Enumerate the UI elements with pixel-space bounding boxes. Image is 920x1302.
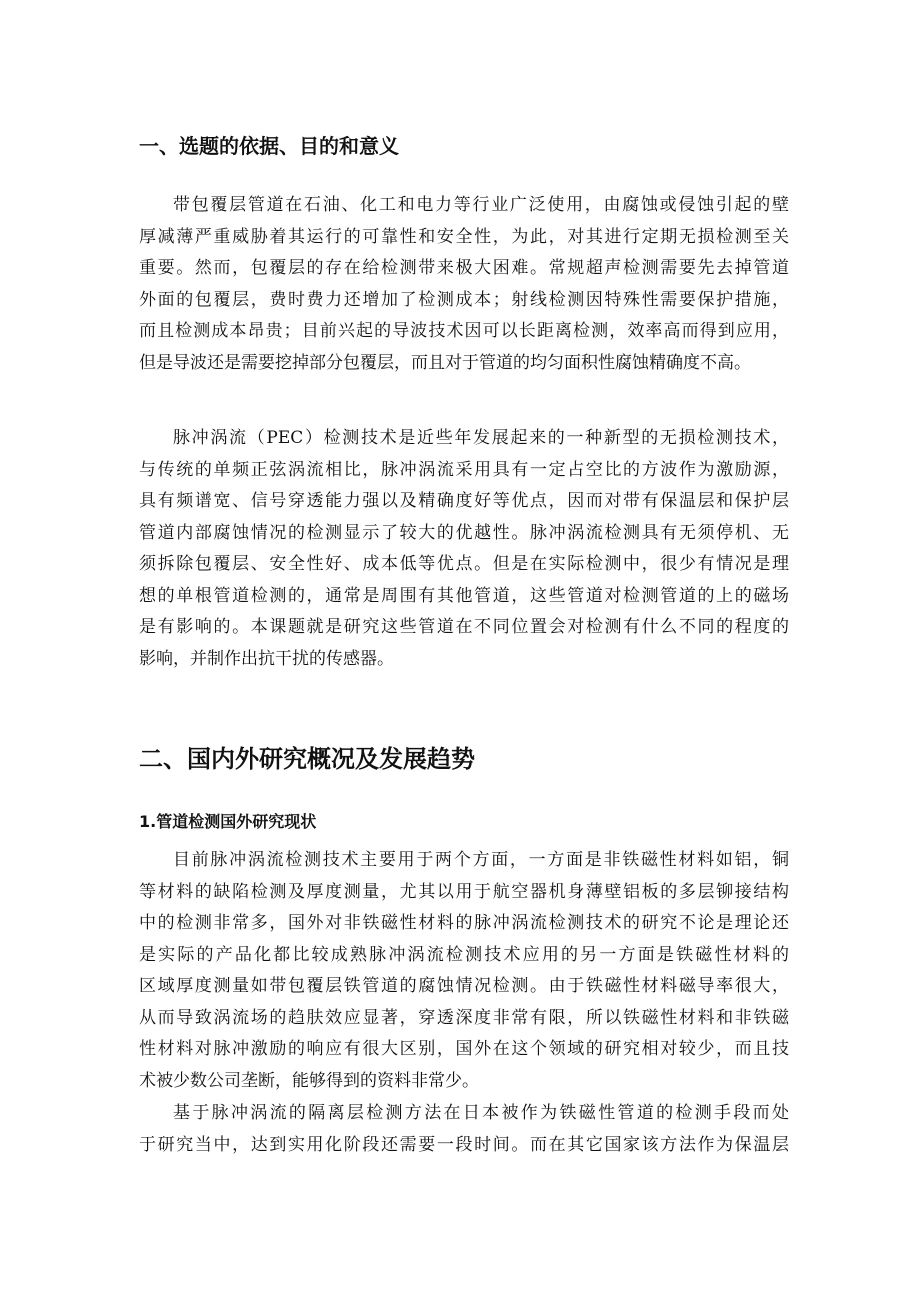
text-line: 想的单根管道检测的，通常是周围有其他管道，这些管道对检测管道的上的磁场	[139, 585, 789, 606]
paragraph-2	[139, 423, 789, 675]
text-line: 厚减薄严重威胁着其运行的可靠性和安全性，为此，对其进行定期无损检测至关	[139, 226, 789, 247]
text-line: 而且检测成本昂贵；目前兴起的导波技术因可以长距离检测，效率高而得到应用，	[139, 321, 789, 341]
text-line: 目前脉冲涡流检测技术主要用于两个方面，一方面是非铁磁性材料如铝，铜	[173, 850, 789, 870]
text-line: 重要。然而，包覆层的存在给检测带来极大困难。常规超声检测需要先去掉管道	[139, 258, 789, 278]
text-line: 与传统的单频正弦涡流相比，脉冲涡流采用具有一定占空比的方波作为激励源，	[139, 459, 789, 480]
text-line: 术被少数公司垄断，能够得到的资料非常少。	[139, 1070, 479, 1091]
text-line: 具有频谱宽、信号穿透能力强以及精确度好等优点，因而对带有保温层和保护层	[139, 491, 789, 511]
text-line: 但是导波还是需要挖掉部分包覆层，而且对于管道的均匀面积性腐蚀精确度不高。	[139, 352, 751, 373]
paragraph-1	[139, 190, 789, 379]
text-line: 影响，并制作出抗干扰的传感器。	[139, 648, 394, 669]
text-line: 是实际的产品化都比较成熟脉冲涡流检测技术应用的另一方面是铁磁性材料的	[139, 944, 789, 965]
text-line: 脉冲涡流（PEC）检测技术是近些年发展起来的一种新型的无损检测技术，	[173, 428, 789, 448]
text-line: 带包覆层管道在石油、化工和电力等行业广泛使用，由腐蚀或侵蚀引起的壁	[173, 195, 789, 215]
section-heading-2: 二、国内外研究概况及发展趋势	[139, 745, 475, 773]
text-line: 中的检测非常多，国外对非铁磁性材料的脉冲涡流检测技术的研究不论是理论还	[139, 913, 789, 933]
text-line: 是有影响的。本课题就是研究这些管道在不同位置会对检测有什么不同的程度的	[139, 617, 789, 637]
text-line: 等材料的缺陷检测及厚度测量，尤其以用于航空器机身薄壁铝板的多层铆接结构	[139, 881, 789, 902]
section-heading-1: 一、选题的依据、目的和意义	[139, 134, 399, 158]
text-line: 区域厚度测量如带包覆层铁管道的腐蚀情况检测。由于铁磁性材料磁导率很大，	[139, 976, 789, 996]
text-line: 于研究当中，达到实用化阶段还需要一段时间。而在其它国家该方法作为保温层	[139, 1134, 789, 1155]
text-line: 管道内部腐蚀情况的检测显示了较大的优越性。脉冲涡流检测具有无须停机、无	[139, 522, 789, 543]
text-line: 须拆除包覆层、安全性好、成本低等优点。但是在实际检测中，很少有情况是理	[139, 554, 789, 574]
paragraph-3	[139, 845, 789, 1097]
text-line: 性材料对脉冲激励的响应有很大区别，国外在这个领域的研究相对较少，而且技	[139, 1039, 789, 1059]
text-line: 外面的包覆层，费时费力还增加了检测成本；射线检测因特殊性需要保护措施，	[139, 289, 789, 310]
paragraph-4	[139, 1098, 789, 1161]
subsection-heading-1: 1.管道检测国外研究现状	[139, 812, 317, 831]
text-line: 从而导致涡流场的趋肤效应显著，穿透深度非常有限，所以铁磁性材料和非铁磁	[139, 1007, 789, 1028]
text-line: 基于脉冲涡流的隔离层检测方法在日本被作为铁磁性管道的检测手段而处	[173, 1103, 789, 1123]
